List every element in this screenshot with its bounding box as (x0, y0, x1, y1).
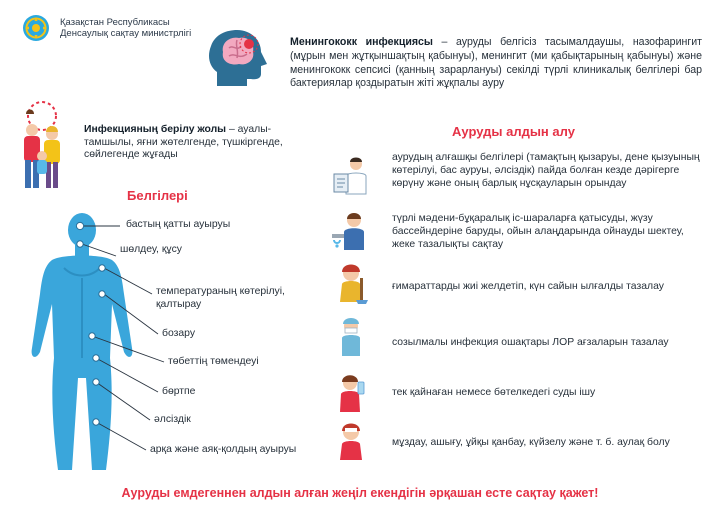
symptoms-title: Белгілері (127, 188, 188, 203)
prevention-see-doctor: аурудың алғашқы белгілері (тамақтың қызаруы, дене қызуының көтерілуі, бас ауруы, әлсіздік) пайда болған кезде дәрігерге көрүну және оның барлық нұсқауларын орындау (392, 152, 700, 189)
prevention-limit-gatherings: түрлі мәдени-бұқаралық іс-шараларға қатысуды, жүзу бассейндеріне баруды, ойын алаңдарында ойнауды шектеу, жеке тазалықты сақтау (392, 213, 684, 250)
prevention-avoid-stress: мұздау, ашығу, ұйқы қанбау, күйзелу және т. б. аулақ болу (392, 437, 670, 448)
transmission-text: – ауалы-тамшылы, яғни жөтелгенде, түшкіргенде, сөйлегенде жұғады (84, 124, 283, 161)
handwashing-icon (330, 210, 372, 252)
ministry-line2: Денсаулық сақтау министрлігі (60, 28, 192, 39)
transmission-title: Инфекцияның берілу жолы (84, 124, 227, 135)
bottom-message: Ауруды емдегеннен алдын алған жеңіл екендігін әрқашан есте сақтау қажет! (121, 486, 599, 500)
symptom-appetite-loss: төбеттің төмендеуі (168, 356, 259, 367)
prevention-title: Ауруды алдын алу (452, 124, 575, 139)
symptom-rash: бөртпе (162, 386, 196, 397)
symptom-headache: бастың қатты ауыруы (126, 219, 231, 230)
prevention-boiled-water: тек қайнаған немесе бөтелкедегі суды ішу (392, 387, 596, 398)
intro-text: – ауруды белгісіз тасымалдаушы, назофарингит (мұрын мен жұтқыншақтың қабынуы), менингит (ми қабықтарының қабынуы) және менингококк сепсисі (қанның зарарлануы) секілді түрлі клиникалық белгілері бар бактериялар қоздыратын жіті жұқпалы ауру (290, 36, 702, 90)
medic-icon (330, 316, 372, 358)
drinking-icon (330, 372, 372, 414)
cleaning-icon (330, 262, 372, 304)
ministry-line1: Қазақстан Республикасы (60, 17, 170, 28)
symptom-fever-chills: температураның көтерілуі, қалтырау (156, 286, 285, 310)
symptom-weakness: әлсіздік (154, 414, 191, 425)
symptom-thirst-vomiting: шөлдеу, құсу (120, 244, 182, 255)
prevention-ventilate-clean: ғимараттарды жиі желдетіп, күн сайын ылғалды тазалау (392, 281, 664, 292)
sick-child-icon (330, 420, 372, 462)
prevention-ent-treatment: созылмалы инфекция ошақтары ЛОР ағзаларын тазалау (392, 337, 669, 348)
symptom-back-limb-pain: арқа және аяқ-қолдың ауыруы (150, 444, 297, 455)
symptom-pallor: бозару (162, 328, 196, 339)
doctor-icon (330, 154, 372, 196)
intro-title: Менингококк инфекциясы (290, 36, 433, 48)
